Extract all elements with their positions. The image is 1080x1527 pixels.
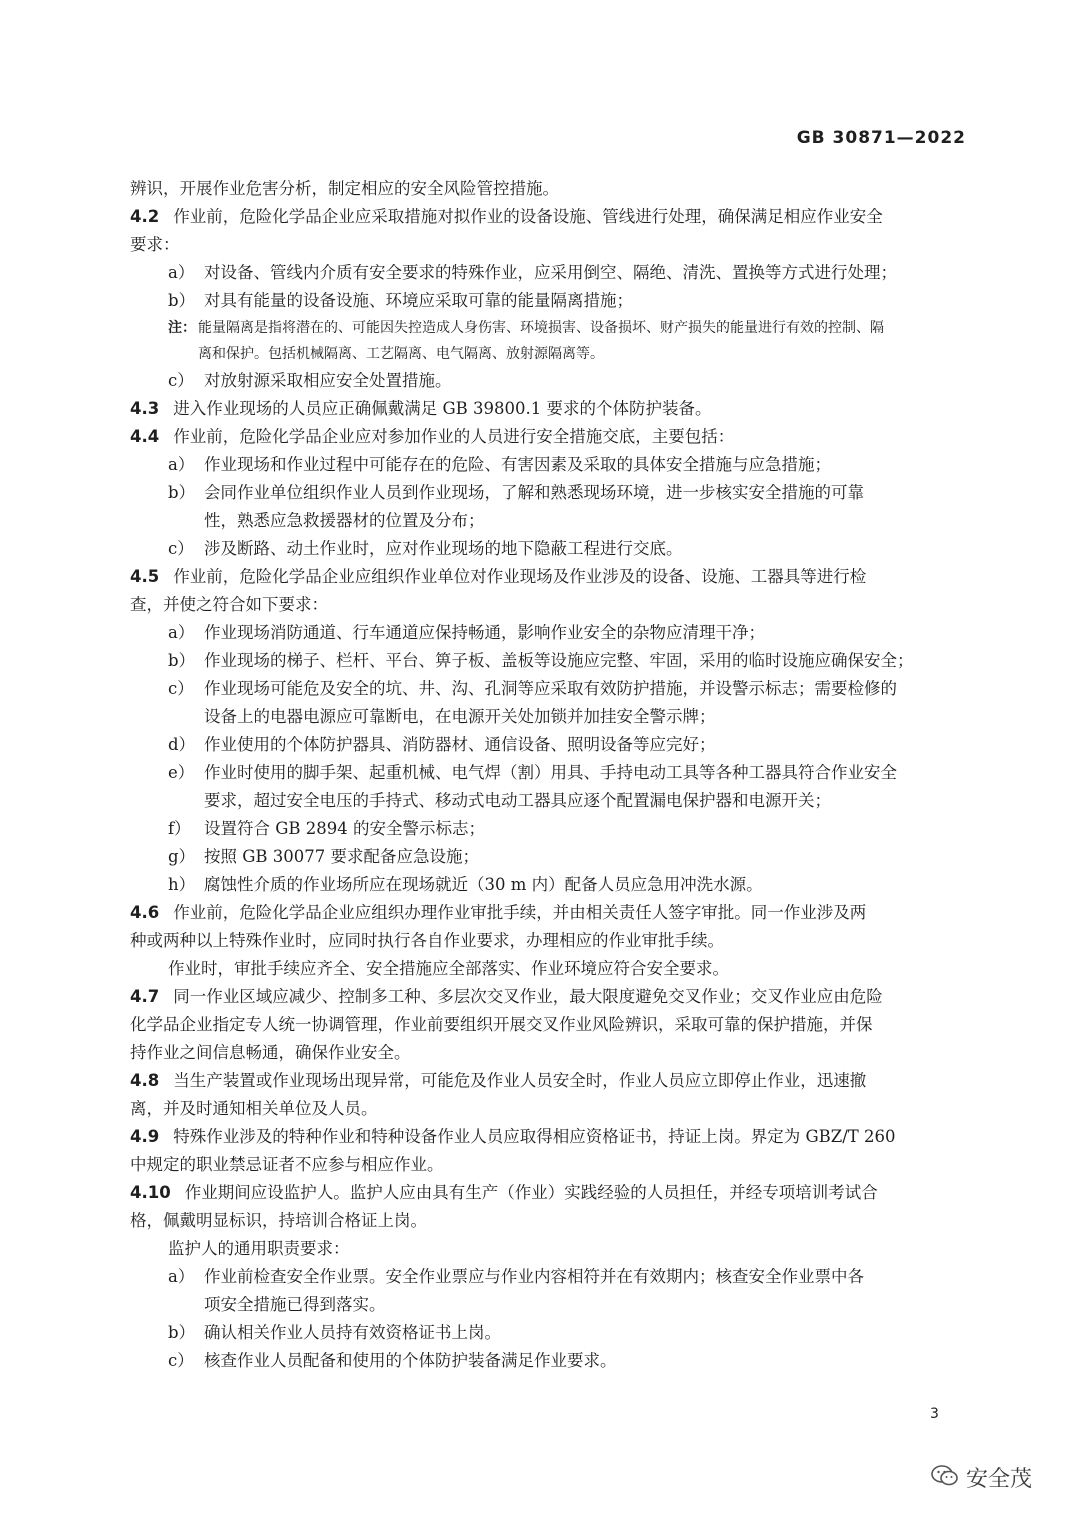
- list-item: [130, 1263, 970, 1291]
- list-item-marker: a）: [168, 1267, 195, 1286]
- clause-text: 同一作业区域应减少、控制多工种、多层次交叉作业，最大限度避免交叉作业；交叉作业应由危险: [173, 987, 883, 1006]
- list-item-text: 按照 GB 30077 要求配备应急设施；: [204, 847, 480, 866]
- clause-line: [130, 563, 970, 591]
- watermark: [930, 1462, 1032, 1493]
- list-item-text: 作业现场可能危及安全的坑、井、沟、孔洞等应采取有效防护措施，并设警示标志；需要检修的: [204, 679, 897, 698]
- list-item-text: 对放射源采取相应安全处置措施。: [204, 371, 452, 390]
- list-item: [130, 871, 970, 899]
- note-marker: 注：: [168, 320, 196, 336]
- list-item-text: 作业使用的个体防护器具、消防器材、通信设备、照明设备等应完好；: [204, 735, 716, 754]
- paragraph-line: [130, 955, 970, 983]
- list-item: [130, 367, 970, 395]
- list-item-text: 要求，超过安全电压的手持式、移动式电动工器具应逐个配置漏电保护器和电源开关；: [204, 791, 831, 810]
- list-item-text: 项安全措施已得到落实。: [204, 1295, 386, 1314]
- page-number: 3: [930, 1406, 939, 1422]
- clause-line: [130, 983, 970, 1011]
- list-item-marker: f）: [168, 819, 191, 838]
- list-item-text: 设备上的电器电源应可靠断电，在电源开关处加锁并加挂安全警示牌；: [204, 707, 716, 726]
- list-item-text: 作业现场消防通道、行车通道应保持畅通，影响作业安全的杂物应清理干净；: [204, 623, 765, 642]
- clause-line: [130, 395, 970, 423]
- clause-number: 4.7: [130, 987, 160, 1006]
- clause-text: 特殊作业涉及的特种作业和特种设备作业人员应取得相应资格证书，持证上岗。界定为 GBZ/T 260: [173, 1127, 896, 1146]
- list-item: [130, 479, 970, 507]
- list-item-marker: b）: [168, 1323, 196, 1342]
- list-item-text: 会同作业单位组织作业人员到作业现场，了解和熟悉现场环境，进一步核实安全措施的可靠: [204, 483, 864, 502]
- note-text: 能量隔离是指将潜在的、可能因失控造成人身伤害、环境损害、设备损坏、财产损失的能量进行有效的控制、隔: [198, 320, 884, 336]
- list-item: [130, 759, 970, 787]
- list-item-continuation: [130, 1291, 970, 1319]
- list-item: [130, 259, 970, 287]
- paragraph-text: 辨识，开展作业危害分析，制定相应的安全风险管控措施。: [130, 179, 559, 198]
- list-item-marker: b）: [168, 651, 196, 670]
- list-item: [130, 287, 970, 315]
- clause-number: 4.6: [130, 903, 160, 922]
- clause-number: 4.4: [130, 427, 160, 446]
- list-item-text: 作业前检查安全作业票。安全作业票应与作业内容相符并在有效期内；核查安全作业票中各: [204, 1267, 864, 1286]
- paragraph-line: [130, 1095, 970, 1123]
- list-item-marker: e）: [168, 763, 195, 782]
- clause-line: [130, 203, 970, 231]
- clause-text: 当生产装置或作业现场出现异常，可能危及作业人员安全时，作业人员应立即停止作业，迅速撤: [173, 1071, 867, 1090]
- list-item-text: 设置符合 GB 2894 的安全警示标志；: [204, 819, 486, 838]
- paragraph-text: 化学品企业指定专人统一协调管理，作业前要组织开展交叉作业风险辨识，采取可靠的保护措施，并保: [130, 1015, 873, 1034]
- paragraph-text: 作业时，审批手续应齐全、安全措施应全部落实、作业环境应符合安全要求。: [168, 959, 729, 978]
- list-item-continuation: [130, 787, 970, 815]
- document-body: [130, 175, 970, 1375]
- clause-text: 进入作业现场的人员应正确佩戴满足 GB 39800.1 要求的个体防护装备。: [173, 399, 712, 418]
- list-item-marker: c）: [168, 539, 194, 558]
- note: [130, 315, 970, 341]
- paragraph-line: [130, 1235, 970, 1263]
- clause-line: [130, 423, 970, 451]
- clause-number: 4.5: [130, 567, 160, 586]
- wechat-icon: [930, 1463, 960, 1493]
- paragraph-line: [130, 1039, 970, 1067]
- clause-text: 作业前，危险化学品企业应组织办理作业审批手续，并由相关责任人签字审批。同一作业涉及两: [173, 903, 867, 922]
- list-item: [130, 535, 970, 563]
- list-item-text: 腐蚀性介质的作业场所应在现场就近（30 m 内）配备人员应急用冲洗水源。: [204, 875, 763, 894]
- standard-code: GB 30871—2022: [796, 128, 966, 148]
- clause-number: 4.9: [130, 1127, 160, 1146]
- list-item-text: 作业现场的梯子、栏杆、平台、箅子板、盖板等设施应完整、牢固，采用的临时设施应确保安全；: [204, 651, 914, 670]
- clause-line: [130, 1067, 970, 1095]
- clause-number: 4.8: [130, 1071, 160, 1090]
- list-item: [130, 1319, 970, 1347]
- list-item-marker: a）: [168, 623, 195, 642]
- paragraph-text: 格，佩戴明显标识，持培训合格证上岗。: [130, 1211, 427, 1230]
- list-item: [130, 731, 970, 759]
- list-item-marker: c）: [168, 1351, 194, 1370]
- list-item-text: 作业现场和作业过程中可能存在的危险、有害因素及采取的具体安全措施与应急措施；: [204, 455, 831, 474]
- paragraph-text: 查，并使之符合如下要求：: [130, 595, 328, 614]
- list-item-continuation: [130, 507, 970, 535]
- paragraph-line: [130, 1207, 970, 1235]
- paragraph-line: [130, 231, 970, 259]
- list-item: [130, 815, 970, 843]
- clause-text: 作业前，危险化学品企业应采取措施对拟作业的设备设施、管线进行处理，确保满足相应作业安全: [173, 207, 883, 226]
- list-item: [130, 675, 970, 703]
- list-item: [130, 1347, 970, 1375]
- paragraph-line: [130, 927, 970, 955]
- paragraph-text: 监护人的通用职责要求：: [168, 1239, 350, 1258]
- list-item: [130, 619, 970, 647]
- clause-text: 作业期间应设监护人。监护人应由具有生产（作业）实践经验的人员担任，并经专项培训考试合: [184, 1183, 878, 1202]
- list-item-marker: h）: [168, 875, 196, 894]
- paragraph-text: 离，并及时通知相关单位及人员。: [130, 1099, 378, 1118]
- list-item-marker: d）: [168, 735, 196, 754]
- clause-number: 4.3: [130, 399, 160, 418]
- list-item-marker: g）: [168, 847, 196, 866]
- clause-text: 作业前，危险化学品企业应组织作业单位对作业现场及作业涉及的设备、设施、工器具等进行检: [173, 567, 867, 586]
- paragraph-text: 中规定的职业禁忌证者不应参与相应作业。: [130, 1155, 444, 1174]
- list-item: [130, 843, 970, 871]
- list-item-continuation: [130, 703, 970, 731]
- clause-line: [130, 899, 970, 927]
- paragraph-text: 要求：: [130, 235, 180, 254]
- list-item-text: 性，熟悉应急救援器材的位置及分布；: [204, 511, 485, 530]
- clause-number: 4.2: [130, 207, 160, 226]
- paragraph-line: [130, 1011, 970, 1039]
- paragraph-text: 持作业之间信息畅通，确保作业安全。: [130, 1043, 411, 1062]
- note-text: 离和保护。包括机械隔离、工艺隔离、电气隔离、放射源隔离等。: [198, 346, 604, 362]
- list-item-marker: a）: [168, 455, 195, 474]
- list-item-marker: b）: [168, 483, 196, 502]
- list-item-text: 对具有能量的设备设施、环境应采取可靠的能量隔离措施；: [204, 291, 633, 310]
- list-item-text: 对设备、管线内介质有安全要求的特殊作业，应采用倒空、隔绝、清洗、置换等方式进行处理；: [204, 263, 897, 282]
- list-item-text: 确认相关作业人员持有效资格证书上岗。: [204, 1323, 501, 1342]
- paragraph-line: [130, 591, 970, 619]
- watermark-text: 安全茂: [966, 1467, 1033, 1492]
- paragraph-line: [130, 1151, 970, 1179]
- clause-line: [130, 1179, 970, 1207]
- list-item-text: 涉及断路、动土作业时，应对作业现场的地下隐蔽工程进行交底。: [204, 539, 683, 558]
- clause-text: 作业前，危险化学品企业应对参加作业的人员进行安全措施交底，主要包括：: [173, 427, 735, 446]
- list-item-marker: b）: [168, 291, 196, 310]
- list-item: [130, 647, 970, 675]
- list-item: [130, 451, 970, 479]
- list-item-text: 作业时使用的脚手架、起重机械、电气焊（割）用具、手持电动工具等各种工器具符合作业安全: [204, 763, 897, 782]
- paragraph-line: [130, 175, 970, 203]
- list-item-marker: c）: [168, 679, 194, 698]
- list-item-marker: c）: [168, 371, 194, 390]
- clause-number: 4.10: [130, 1183, 171, 1202]
- paragraph-text: 种或两种以上特殊作业时，应同时执行各自作业要求，办理相应的作业审批手续。: [130, 931, 724, 950]
- clause-line: [130, 1123, 970, 1151]
- list-item-text: 核查作业人员配备和使用的个体防护装备满足作业要求。: [204, 1351, 617, 1370]
- note-continuation: [130, 341, 970, 367]
- list-item-marker: a）: [168, 263, 195, 282]
